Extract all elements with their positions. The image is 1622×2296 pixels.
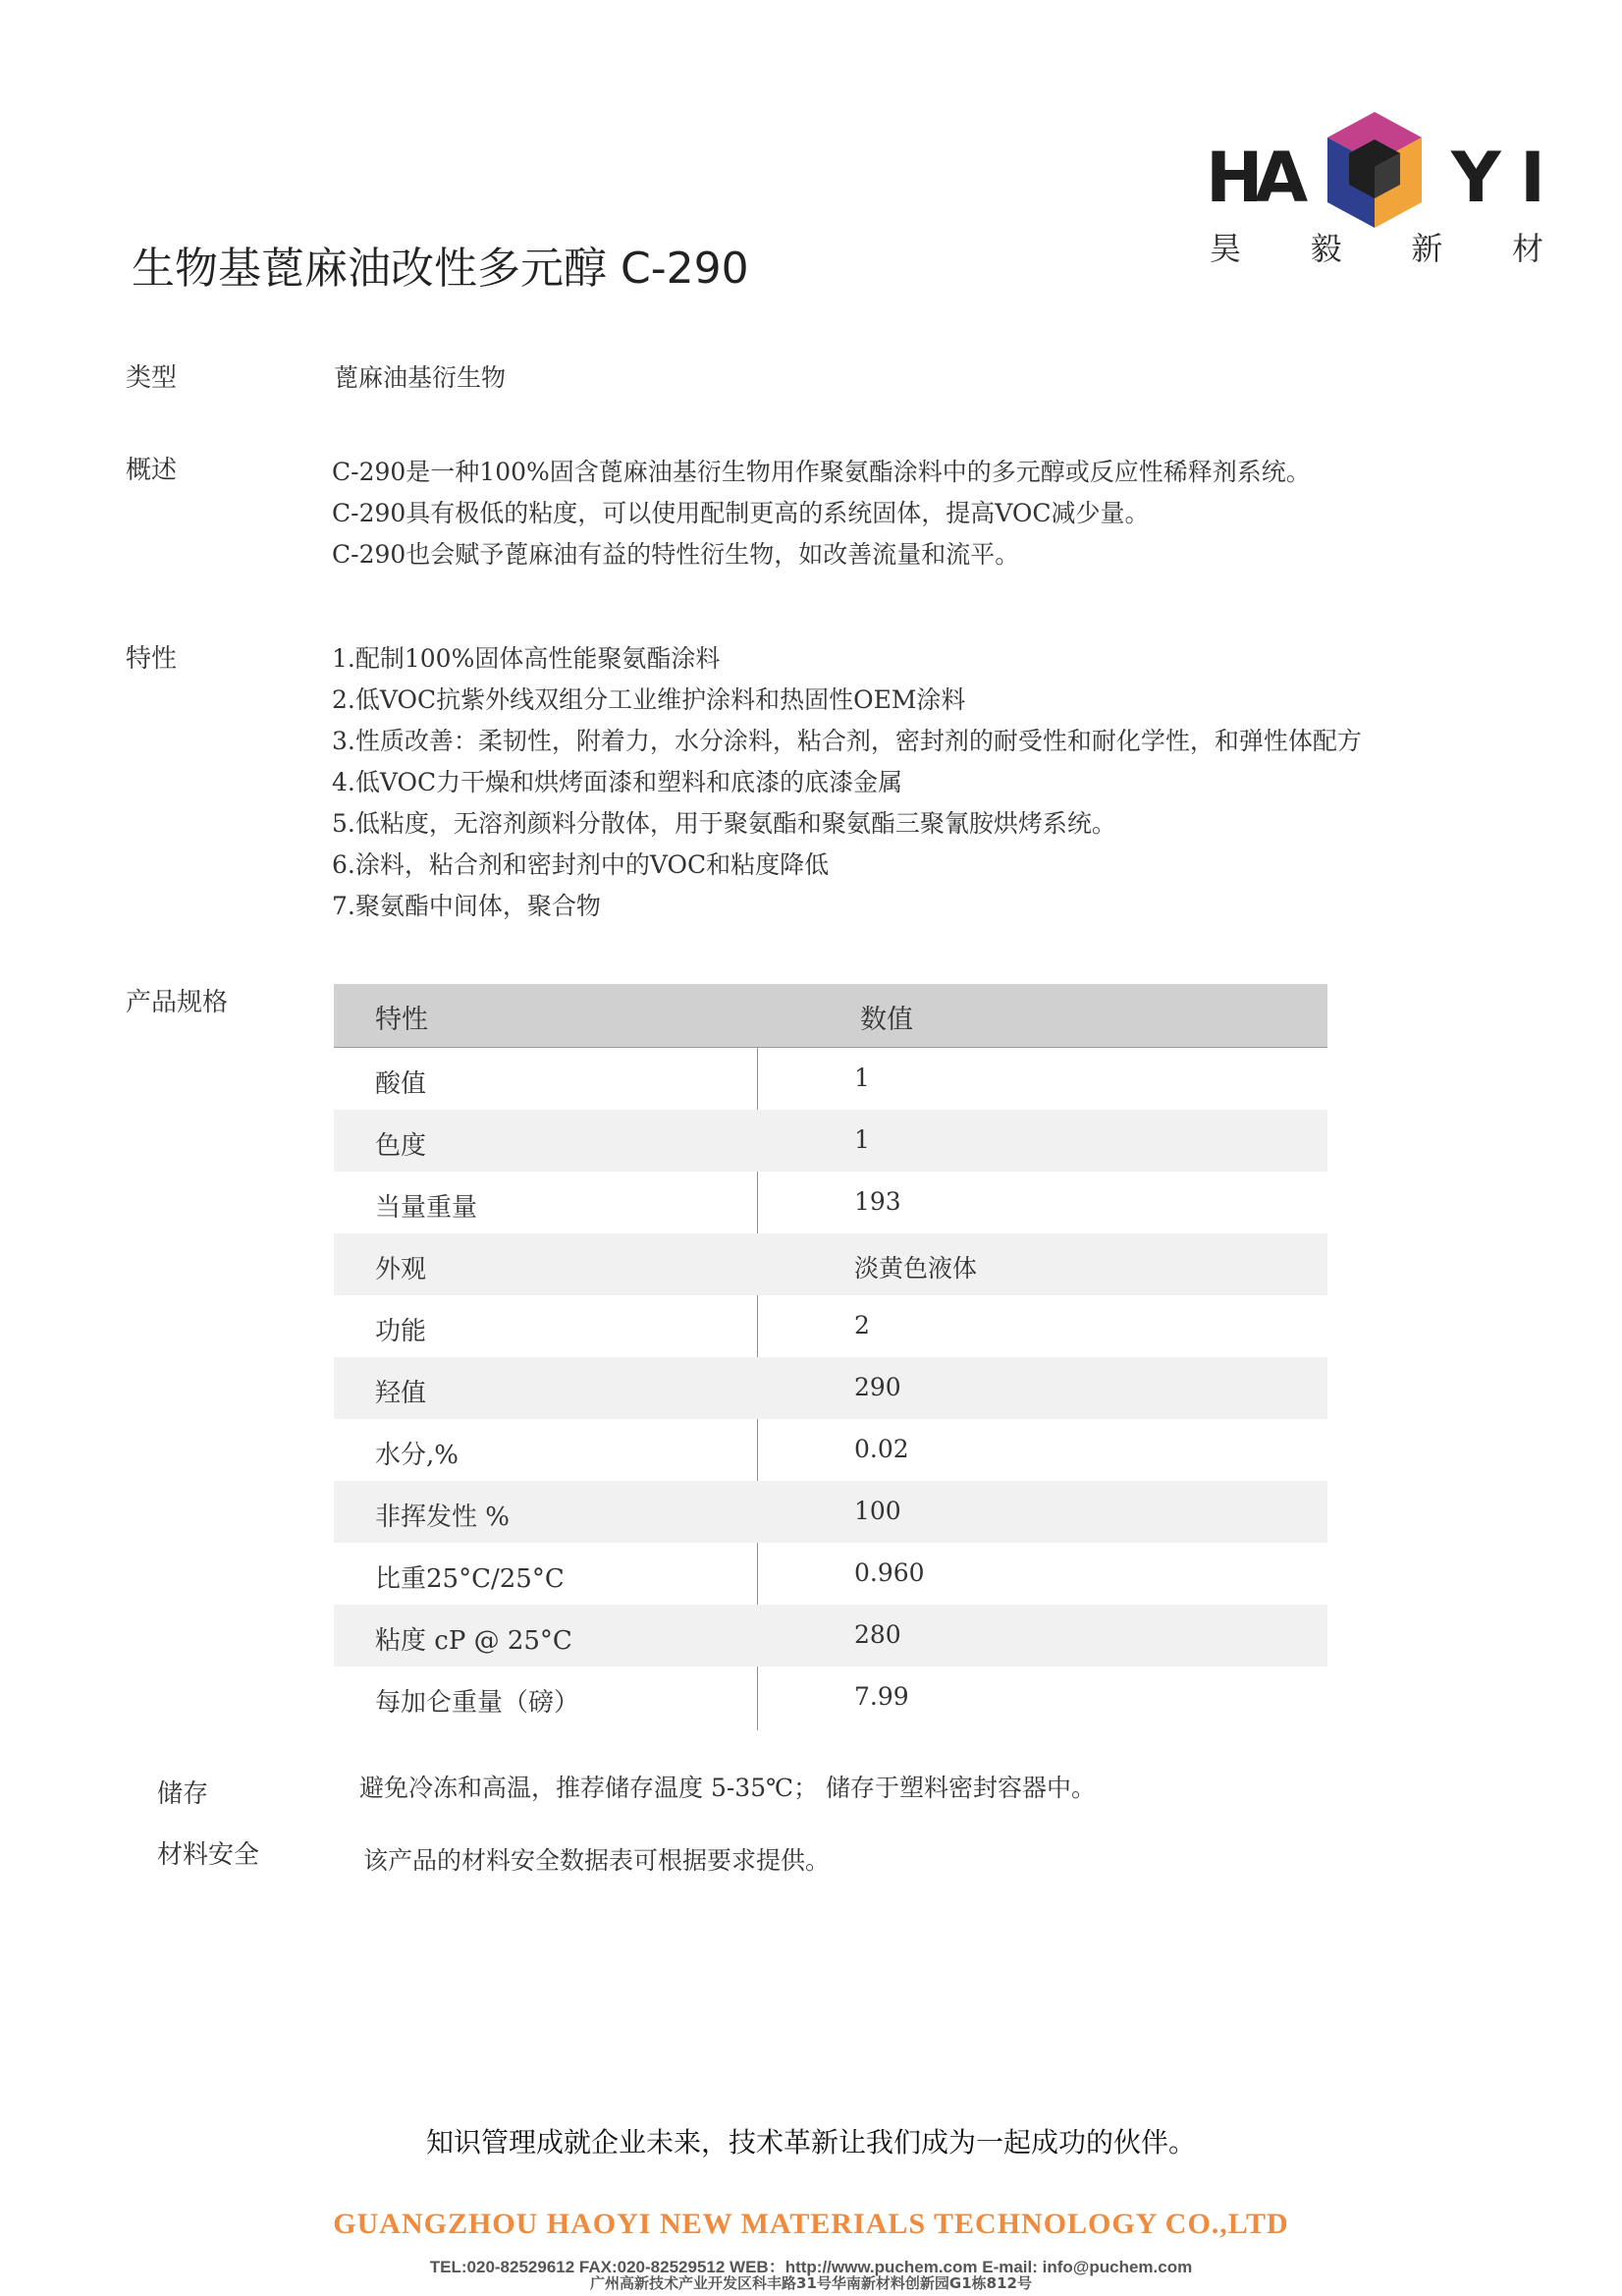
storage-label: 储存 [157, 1779, 209, 1809]
table-row [334, 1048, 1327, 1110]
spec-table [334, 984, 1327, 1728]
features-list [332, 638, 1362, 927]
row-value: 2 [854, 1311, 870, 1339]
footer-contact: TEL:020-82529612 FAX:020-82529512 WEB：http://www.puchem.com E-mail: info@puchem.com [429, 2258, 1193, 2276]
logo-letter-i: I [1520, 137, 1546, 218]
feature-item: 7.聚氨酯中间体，聚合物 [332, 892, 601, 920]
overview-line: C-290具有极低的粘度，可以使用配制更高的系统固体，提高VOC减少量。 [332, 499, 1150, 527]
feature-item: 1.配制100%固体高性能聚氨酯涂料 [332, 644, 721, 673]
table-row [334, 1667, 1327, 1728]
table-row [334, 1233, 1327, 1295]
row-value: 1 [854, 1125, 870, 1154]
table-row [334, 1605, 1327, 1667]
row-value: 290 [854, 1373, 901, 1401]
logo-chinese-name [1210, 224, 1543, 269]
logo-letter-y: Y [1451, 137, 1501, 218]
table-row [334, 1419, 1327, 1481]
cube-logo-icon [1316, 108, 1433, 236]
table-row [334, 1110, 1327, 1172]
logo-char: 新 [1411, 230, 1443, 267]
safety-value: 该产品的材料安全数据表可根据要求提供。 [363, 1846, 831, 1875]
overview-label: 概述 [126, 456, 178, 485]
feature-item: 2.低VOC抗紫外线双组分工业维护涂料和热固性OEM涂料 [332, 685, 966, 714]
type-value: 蓖麻油基衍生物 [334, 363, 507, 392]
row-value: 0.02 [854, 1435, 909, 1463]
storage-value: 避免冷冻和高温，推荐储存温度 5-35℃； 储存于塑料密封容器中。 [359, 1774, 1097, 1802]
type-label: 类型 [126, 363, 178, 393]
logo-char: 昊 [1210, 230, 1242, 267]
logo-letter-a: A [1255, 137, 1309, 218]
row-property: 每加仑重量（磅） [375, 1688, 580, 1718]
feature-item: 5.低粘度，无溶剂颜料分散体，用于聚氨酯和聚氨酯三聚氰胺烘烤系统。 [332, 809, 1116, 838]
table-header [334, 984, 1327, 1048]
row-value: 7.99 [854, 1682, 909, 1711]
feature-item: 3.性质改善：柔韧性，附着力，水分涂料，粘合剂，密封剂的耐受性和耐化学性，和弹性体配方 [332, 727, 1362, 755]
logo-letter-h: H [1206, 137, 1264, 218]
row-value: 100 [854, 1497, 901, 1525]
page-title: 生物基蓖麻油改性多元醇 C-290 [132, 244, 749, 294]
row-property: 外观 [375, 1255, 427, 1285]
row-property: 羟值 [375, 1379, 427, 1408]
row-property: 粘度 cP @ 25°C [375, 1626, 572, 1656]
row-property: 当量重量 [375, 1193, 478, 1223]
logo-char: 毅 [1310, 230, 1342, 267]
feature-item: 4.低VOC力干燥和烘烤面漆和塑料和底漆的底漆金属 [332, 768, 903, 796]
table-row [334, 1172, 1327, 1233]
table-row [334, 1481, 1327, 1543]
row-value: 1 [854, 1064, 870, 1092]
row-value: 193 [854, 1187, 901, 1216]
row-property: 色度 [375, 1131, 427, 1161]
row-value: 淡黄色液体 [854, 1254, 978, 1283]
footer-address: 广州高新技术产业开发区科丰路31号华南新材料创新园G1栋812号 [590, 2274, 1032, 2292]
row-property: 水分,% [375, 1441, 459, 1470]
company-logo [1206, 108, 1549, 285]
table-row [334, 1357, 1327, 1419]
table-row [334, 1295, 1327, 1357]
row-property: 非挥发性 % [375, 1503, 510, 1532]
row-value: 0.960 [854, 1558, 925, 1587]
footer-slogan: 知识管理成就企业未来，技术革新让我们成为一起成功的伙伴。 [425, 2126, 1196, 2159]
logo-char: 材 [1511, 230, 1543, 267]
safety-label: 材料安全 [157, 1840, 260, 1870]
overview-line: C-290也会赋予蓖麻油有益的特性衍生物，如改善流量和流平。 [332, 540, 1020, 569]
footer-company-name: GUANGZHOU HAOYI NEW MATERIALS TECHNOLOGY CO.,LTD [333, 2208, 1289, 2240]
table-row [334, 1543, 1327, 1605]
row-property: 功能 [375, 1317, 427, 1346]
features-label: 特性 [126, 644, 178, 674]
row-property: 酸值 [375, 1069, 427, 1099]
row-property: 比重25°C/25°C [375, 1564, 565, 1594]
overview-line: C-290是一种100%固含蓖麻油基衍生物用作聚氨酯涂料中的多元醇或反应性稀释剂系统。 [332, 458, 1311, 486]
header-property: 特性 [375, 1005, 428, 1035]
row-value: 280 [854, 1620, 901, 1649]
overview-text [332, 452, 1311, 575]
specs-label: 产品规格 [126, 988, 229, 1017]
header-value: 数值 [860, 1005, 913, 1035]
feature-item: 6.涂料，粘合剂和密封剂中的VOC和粘度降低 [332, 850, 830, 879]
